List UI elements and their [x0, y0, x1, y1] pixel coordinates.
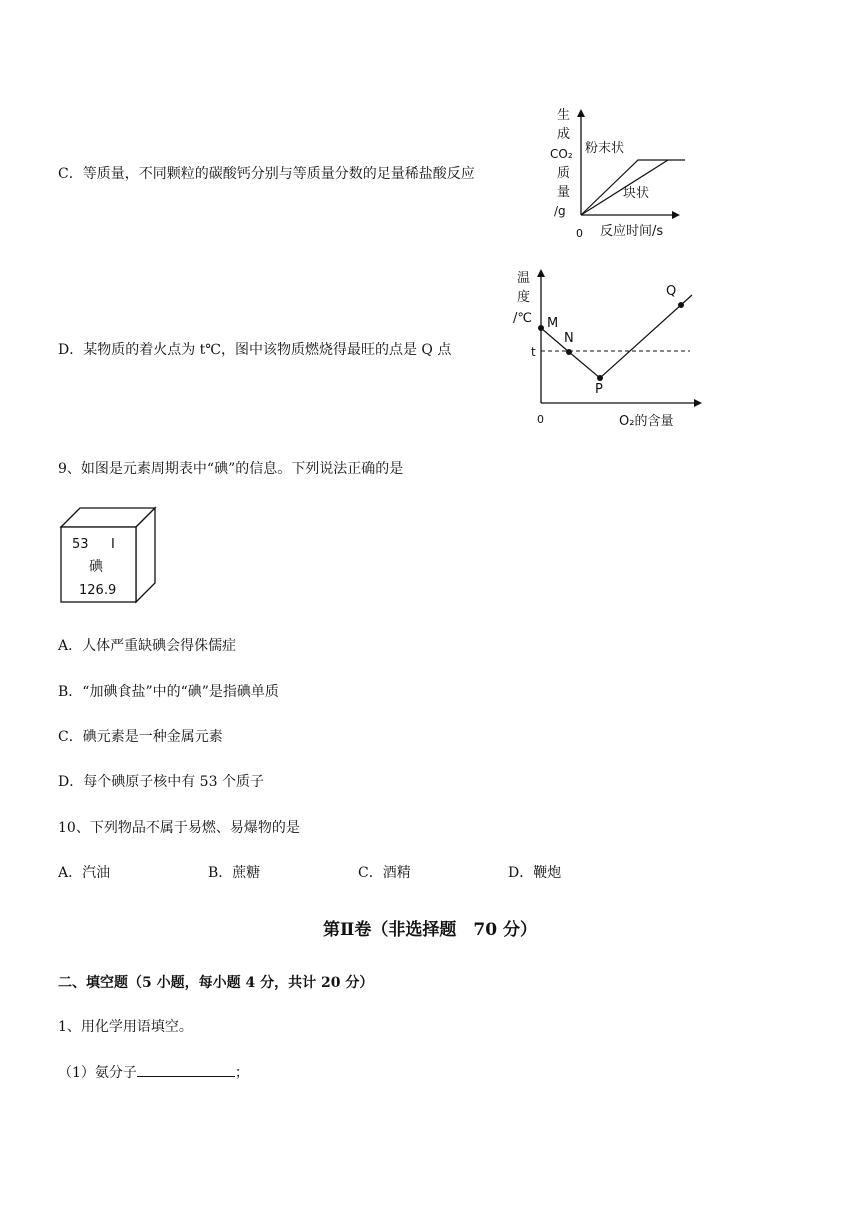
answer-blank[interactable] — [137, 1064, 235, 1077]
q9-stem: 9、如图是元素周期表中“碘”的信息。下列说法正确的是 — [58, 461, 404, 477]
q9-option-d: D．每个碘原子核中有 53 个质子 — [58, 774, 264, 790]
section2-heading: 二、填空题（5 小题，每小题 4 分，共计 20 分） — [58, 975, 374, 991]
point-m-label: M — [547, 316, 559, 331]
part2-title: 第Ⅱ卷（非选择题 70 分） — [323, 920, 537, 940]
co2-y-arrow — [577, 109, 585, 117]
point-n — [566, 349, 572, 355]
q9-option-b: B．“加碘食盐”中的“碘”是指碘单质 — [58, 684, 279, 700]
fill1-stem: 1、用化学用语填空。 — [58, 1019, 193, 1035]
svg-text:/g: /g — [554, 204, 566, 218]
point-q — [678, 302, 684, 308]
point-p — [597, 375, 603, 381]
option-d-text: D．某物质的着火点为 t℃，图中该物质燃烧得最旺的点是 Q 点 — [58, 342, 452, 358]
point-m — [538, 325, 544, 331]
svg-text:/℃: /℃ — [513, 311, 532, 326]
co2-x-label: 反应时间/s — [600, 224, 664, 239]
fill1-sub1-label: （1）氨分子 — [58, 1065, 137, 1081]
temp-x-label: O₂的含量 — [619, 414, 674, 429]
temp-y-arrow — [537, 269, 545, 277]
co2-mass-figure — [545, 105, 685, 241]
svg-text:质: 质 — [557, 166, 571, 181]
co2-origin: 0 — [576, 227, 583, 240]
svg-text:成: 成 — [557, 127, 571, 142]
atomic-mass: 126.9 — [79, 583, 117, 598]
svg-text:温: 温 — [517, 271, 531, 286]
q10-option-a: A．汽油 — [58, 865, 111, 881]
co2-x-arrow — [672, 211, 680, 219]
svg-text:量: 量 — [557, 185, 571, 200]
point-p-label: P — [595, 382, 603, 397]
svg-text:度: 度 — [517, 290, 531, 305]
fill1-sub1 — [58, 1062, 249, 1082]
point-n-label: N — [564, 331, 574, 346]
temp-origin: 0 — [537, 413, 544, 426]
q9-option-c: C．碘元素是一种金属元素 — [58, 729, 223, 745]
q10-option-c: C．酒精 — [358, 865, 411, 881]
temp-x-arrow — [694, 399, 702, 407]
atomic-number: 53 — [72, 537, 89, 552]
temperature-figure — [505, 265, 710, 430]
co2-y-label — [550, 107, 573, 218]
element-symbol: I — [111, 537, 115, 552]
point-q-label: Q — [666, 284, 677, 299]
option-c-text: C．等质量，不同颗粒的碳酸钙分别与等质量分数的足量稀盐酸反应 — [58, 166, 475, 182]
svg-text:CO₂: CO₂ — [550, 147, 573, 161]
q10-stem: 10、下列物品不属于易燃、易爆物的是 — [58, 820, 300, 836]
svg-text:生: 生 — [557, 108, 571, 123]
q9-option-a: A．人体严重缺碘会得侏儒症 — [58, 638, 237, 654]
q10-option-b: B．蔗糖 — [208, 865, 261, 881]
temp-y-label — [513, 271, 532, 326]
block-label: 块状 — [623, 186, 650, 201]
q10-option-d: D．鞭炮 — [508, 865, 562, 881]
iodine-element-card — [58, 505, 160, 605]
fill1-sub1-end: ； — [234, 1065, 249, 1081]
element-name: 碘 — [89, 559, 103, 575]
powder-label: 粉末状 — [585, 141, 625, 156]
t-label: t — [531, 345, 536, 359]
